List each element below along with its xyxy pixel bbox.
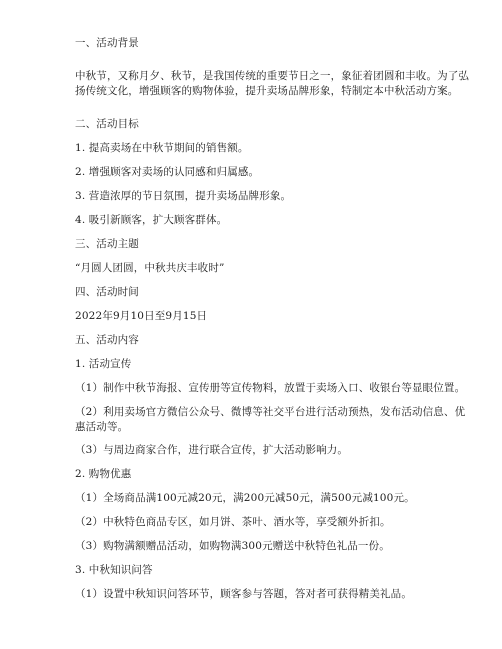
content-subitem: （1）制作中秋节海报、宣传册等宣传物料，放置于卖场入口、收银台等显眼位置。: [75, 382, 466, 394]
content-subitem: （3）与周边商家合作，进行联合宣传，扩大活动影响力。: [75, 444, 349, 456]
section-heading-background: 一、活动背景: [75, 37, 139, 49]
content-item-discounts: 2. 购物优惠: [75, 468, 132, 480]
goal-item-2: 2. 增强顾客对卖场的认同感和归属感。: [75, 166, 260, 178]
content-subitem: （2）中秋特色商品专区，如月饼、茶叶、酒水等，享受额外折扣。: [75, 516, 391, 528]
section-heading-content: 五、活动内容: [75, 334, 139, 346]
content-item-promotion: 1. 活动宣传: [75, 358, 132, 370]
content-subitem: （3）购物满额赠品活动，如购物满300元赠送中秋特色礼品一份。: [75, 540, 390, 552]
content-subitem: （1）全场商品满100元减20元，满200元减50元，满500元减100元。: [75, 492, 415, 504]
paragraph-background: 中秋节，又称月夕、秋节，是我国传统的重要节日之一，象征着团圆和丰收。为了弘扬传统文化，增强顾客的购物体验，提升卖场品牌形象，特制定本中秋活动方案。: [75, 70, 470, 97]
content-subitem: （2）利用卖场官方微信公众号、微博等社交平台进行活动预热，发布活动信息、优惠活动等。: [75, 406, 466, 433]
time-text: 2022年9月10日至9月15日: [75, 310, 208, 322]
section-heading-goals: 二、活动目标: [75, 118, 139, 130]
goal-item-3: 3. 营造浓厚的节日氛围，提升卖场品牌形象。: [75, 190, 292, 202]
goal-item-4: 4. 吸引新顾客，扩大顾客群体。: [75, 214, 228, 226]
theme-text: “月圆人团圆，中秋共庆丰收时”: [75, 262, 225, 274]
content-subitem: （1）设置中秋知识问答环节，顾客参与答题，答对者可获得精美礼品。: [75, 588, 412, 600]
goal-item-1: 1. 提高卖场在中秋节期间的销售额。: [75, 142, 249, 154]
content-item-quiz: 3. 中秋知识问答: [75, 564, 153, 576]
section-heading-time: 四、活动时间: [75, 286, 139, 298]
section-heading-theme: 三、活动主题: [75, 238, 139, 250]
